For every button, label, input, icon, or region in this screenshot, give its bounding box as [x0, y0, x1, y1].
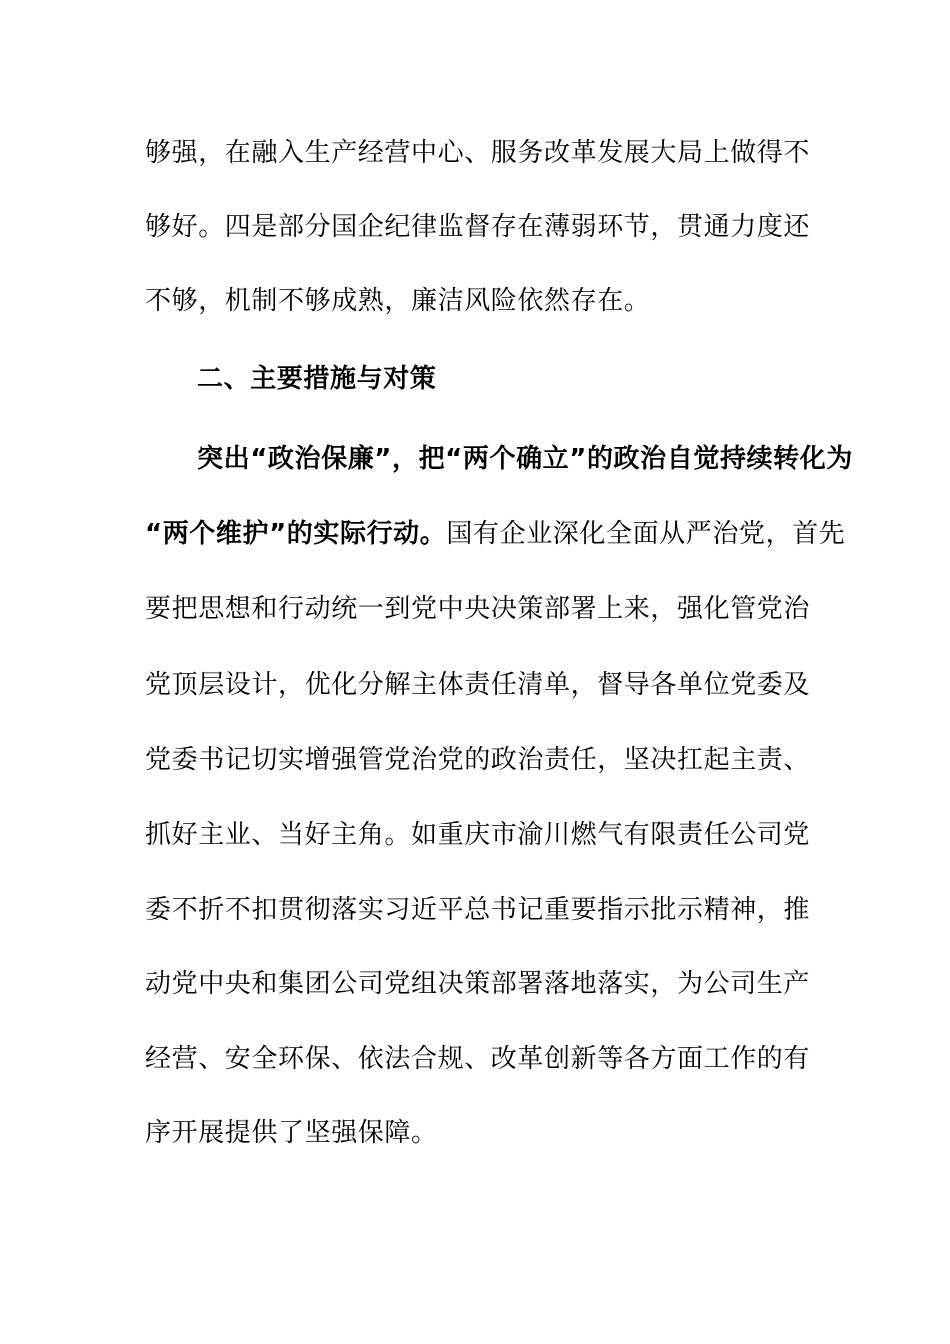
text-line: 党顶层设计，优化分解主体责任清单，督导各单位党委及 — [145, 670, 811, 700]
text-line: 经营、安全环保、依法合规、改革创新等各方面工作的有 — [145, 1044, 811, 1074]
text-line: 委不折不扣贯彻落实习近平总书记重要指示批示精神，推 — [145, 895, 811, 925]
section-heading: 二、主要措施与对策 — [197, 364, 437, 394]
para-bold-lead: 突出“政治保廉”，把“两个确立”的政治自觉持续转化为 — [197, 444, 853, 474]
text-line: 抓好主业、当好主角。如重庆市渝川燃气有限责任公司党 — [145, 820, 811, 850]
para-text: 国有企业深化全面从严治党，首先 — [446, 519, 846, 549]
text-line — [145, 515, 846, 553]
text-line: 动党中央和集团公司党组决策部署落地落实，为公司生产 — [145, 969, 811, 999]
text-line: 不够，机制不够成熟，廉洁风险依然存在。 — [145, 286, 651, 316]
para-bold-lead-end: “两个维护”的实际行动。 — [145, 519, 447, 549]
text-line: 够强，在融入生产经营中心、服务改革发展大局上做得不 — [145, 138, 811, 168]
text-line: 党委书记切实增强管党治党的政治责任，坚决扛起主责、 — [145, 745, 811, 775]
text-line: 序开展提供了坚强保障。 — [145, 1118, 438, 1148]
text-line: 够好。四是部分国企纪律监督存在薄弱环节，贯通力度还 — [145, 212, 811, 242]
text-line: 要把思想和行动统一到党中央决策部署上来，强化管党治 — [145, 594, 811, 624]
